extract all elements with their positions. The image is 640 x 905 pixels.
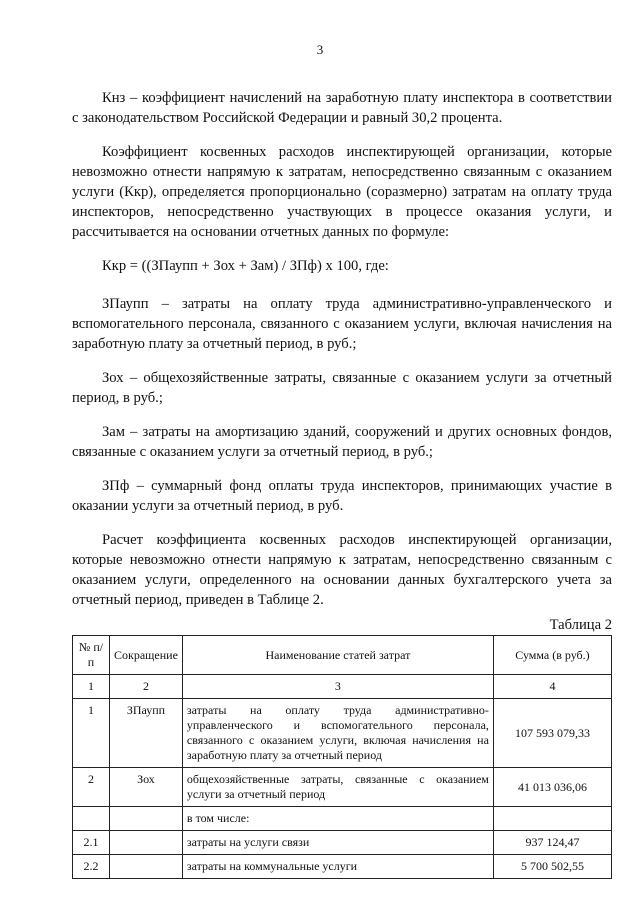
row-abbreviation xyxy=(110,855,183,879)
row-abbreviation: ЗПаупп xyxy=(110,699,183,768)
cost-table xyxy=(72,635,612,879)
row-abbreviation: Зох xyxy=(110,768,183,807)
row-amount: 41 013 036,06 xyxy=(493,768,611,807)
row-number: 2.2 xyxy=(73,855,110,879)
table-row xyxy=(73,807,612,831)
row-description: затраты на услуги связи xyxy=(182,831,493,855)
table-header-row xyxy=(73,636,612,675)
paragraph-zam: Зам – затраты на амортизацию зданий, сооружений и других основных фондов, связанные с оказанием услуги за отчетный период, в руб.; xyxy=(72,424,612,460)
row-amount: 5 700 502,55 xyxy=(493,855,611,879)
row-number xyxy=(73,807,110,831)
paragraph-zpaupp: ЗПаупп – затраты на оплату труда административно-управленческого и вспомогательного персонала, связанного с оказанием услуги, включая начисления на заработную плату за отчетный период, в руб.; xyxy=(72,296,612,352)
row-number: 1 xyxy=(73,699,110,768)
row-number: 2 xyxy=(73,768,110,807)
formula-kkr: Ккр = ((ЗПаупп + Зох + Зам) / ЗПф) х 100, где: xyxy=(102,258,389,274)
table-row xyxy=(73,768,612,807)
row-abbreviation xyxy=(110,807,183,831)
document-body xyxy=(72,88,612,879)
row-amount: 107 593 079,33 xyxy=(493,699,611,768)
paragraph-knz: Кнз – коэффициент начислений на заработную плату инспектора в соответствии с законодательством Российской Федерации и равный 30,2 процента. xyxy=(72,90,612,126)
row-abbreviation xyxy=(110,831,183,855)
column-number-3: 3 xyxy=(182,675,493,699)
header-abbreviation: Сокращение xyxy=(110,636,183,675)
table-row xyxy=(73,855,612,879)
row-description: в том числе: xyxy=(182,807,493,831)
row-amount xyxy=(493,807,611,831)
paragraph-calculation: Расчет коэффициента косвенных расходов инспектирующей организации, которые невозможно отнести напрямую к затратам, непосредственно связанным с оказанием услуги, определенного на основании данных бухгалтерского учета за отчетный период, приведен в Таблице 2. xyxy=(72,532,612,608)
paragraph-kkr-definition: Коэффициент косвенных расходов инспектирующей организации, которые невозможно отнести напрямую к затратам, непосредственно связанным с оказанием услуги (Ккр), определяется пропорционально (соразмерно) затратам на оплату труда инспекторов, непосредственно участвующих в процессе оказания услуги, и рассчитывается на основании отчетных данных по формуле: xyxy=(72,144,612,240)
table-column-number-row xyxy=(73,675,612,699)
column-number-1: 1 xyxy=(73,675,110,699)
row-amount: 937 124,47 xyxy=(493,831,611,855)
page-number: 3 xyxy=(316,42,324,57)
row-description: затраты на оплату труда административно-управленческого и вспомогательного персонала, связанного с оказанием услуги, включая начисления на заработную плату за отчетный период xyxy=(182,699,493,768)
paragraph-zoh: Зох – общехозяйственные затраты, связанные с оказанием услуги за отчетный период, в руб.; xyxy=(72,370,612,406)
header-cost-item: Наименование статей затрат xyxy=(182,636,493,675)
table-row xyxy=(73,699,612,768)
row-number: 2.1 xyxy=(73,831,110,855)
row-description: общехозяйственные затраты, связанные с оказанием услуги за отчетный период xyxy=(182,768,493,807)
column-number-4: 4 xyxy=(493,675,611,699)
column-number-2: 2 xyxy=(110,675,183,699)
row-description: затраты на коммунальные услуги xyxy=(182,855,493,879)
header-amount: Сумма (в руб.) xyxy=(493,636,611,675)
paragraph-zpf: ЗПф – суммарный фонд оплаты труда инспекторов, принимающих участие в оказании услуги за отчетный период, в руб. xyxy=(72,478,612,514)
header-number: № п/п xyxy=(73,636,110,675)
table-row xyxy=(73,831,612,855)
table-caption: Таблица 2 xyxy=(549,617,612,633)
